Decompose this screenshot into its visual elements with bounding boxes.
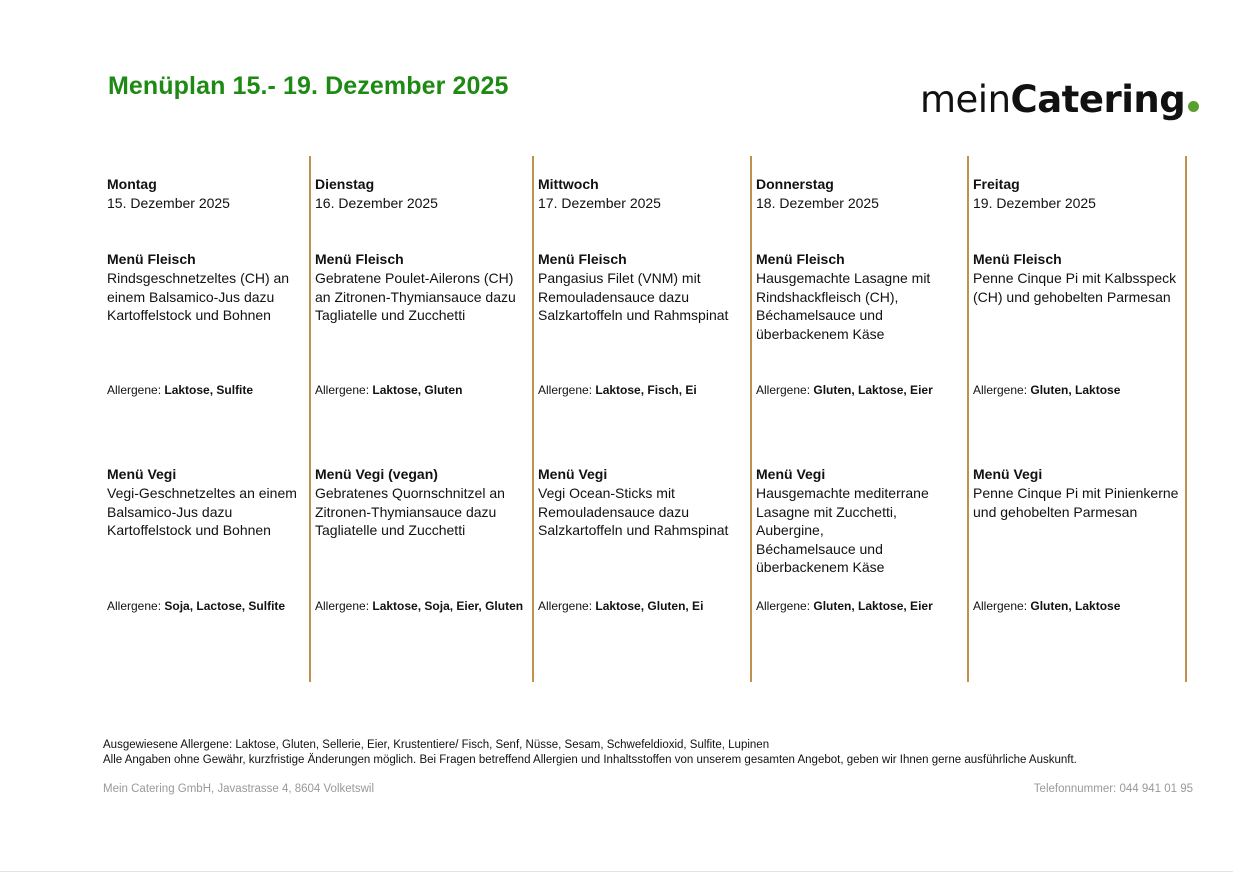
menu-fleisch-title: Menü Fleisch <box>756 251 845 267</box>
menu-fleisch-allergens <box>538 381 697 400</box>
description-line: Penne Cinque Pi mit Kalbsspeck <box>973 270 1177 286</box>
description-line: Penne Cinque Pi mit Pinienkerne <box>973 485 1179 501</box>
day-name: Freitag <box>973 176 1020 192</box>
menu-fleisch-description <box>107 269 289 325</box>
column-divider <box>309 156 311 682</box>
description-line: einem Balsamico-Jus dazu <box>107 288 275 305</box>
description-line: Gebratenes Quornschnitzel an <box>315 485 505 501</box>
description-line: Hausgemachte Lasagne mit <box>756 270 931 286</box>
day-name: Mittwoch <box>538 176 599 192</box>
allergens-note: Ausgewiesene Allergene: Laktose, Gluten, Sellerie, Eier, Krustentiere/ Fisch, Senf, Nüsse, Sesam, Schwefeldioxid, Sulfite, Lupinen <box>103 739 770 751</box>
menu-vegi-allergens <box>538 597 703 616</box>
day-name: Donnerstag <box>756 176 834 192</box>
menu-fleisch-title: Menü Fleisch <box>107 251 196 267</box>
day-column <box>315 175 530 645</box>
column-divider <box>750 156 752 682</box>
menu-vegi-allergens <box>756 597 933 616</box>
description-line: Vegi-Geschnetzeltes an einem <box>107 485 297 501</box>
menu-fleisch-description <box>538 269 728 325</box>
disclaimer: Alle Angaben ohne Gewähr, kurzfristige Änderungen möglich. Bei Fragen betreffend Allergien und Inhaltsstoffen von unserem gesamten Angebot, geben wir Ihnen gerne ausführliche Auskunft. <box>103 754 1077 766</box>
description-line: (CH) und gehobelten Parmesan <box>973 288 1171 305</box>
description-line: an Zitronen-Thymiansauce dazu <box>315 288 516 305</box>
logo-text-light: mein <box>920 78 1011 121</box>
day-date: 15. Dezember 2025 <box>107 194 230 211</box>
menu-vegi-allergens <box>315 597 523 616</box>
description-line: Pangasius Filet (VNM) mit <box>538 270 701 286</box>
allergens-label: Allergene: <box>973 599 1031 613</box>
allergens-label: Allergene: <box>756 599 814 613</box>
allergens-label: Allergene: <box>756 383 814 397</box>
menu-vegi-title: Menü Vegi (vegan) <box>315 466 438 482</box>
description-line: Tagliatelle und Zucchetti <box>315 522 466 539</box>
menu-fleisch-allergens <box>756 381 933 400</box>
description-line: Gebratene Poulet-Ailerons (CH) <box>315 270 514 286</box>
menu-fleisch-title: Menü Fleisch <box>973 251 1062 267</box>
menu-vegi-allergens <box>107 597 285 616</box>
column-divider <box>532 156 534 682</box>
day-column <box>973 175 1188 645</box>
menu-vegi-description <box>973 484 1178 521</box>
allergens-label: Allergene: <box>315 383 373 397</box>
menu-vegi-allergens <box>973 597 1120 616</box>
menu-fleisch-allergens <box>973 381 1120 400</box>
phone-number: Telefonnummer: 044 941 01 95 <box>1033 783 1193 795</box>
company-address: Mein Catering GmbH, Javastrasse 4, 8604 Volketswil <box>103 783 375 795</box>
description-line: Béchamelsauce und <box>756 540 883 557</box>
day-name: Dienstag <box>315 176 375 192</box>
page-title: Menüplan 15.- 19. Dezember 2025 <box>108 72 509 100</box>
day-date: 18. Dezember 2025 <box>756 194 879 211</box>
description-line: Vegi Ocean-Sticks mit <box>538 485 675 501</box>
allergens-list: Gluten, Laktose <box>1030 599 1121 613</box>
description-line: Rindshackfleisch (CH), <box>756 288 899 305</box>
day-date: 16. Dezember 2025 <box>315 194 438 211</box>
description-line: Tagliatelle und Zucchetti <box>315 307 466 324</box>
day-column <box>756 175 961 645</box>
day-column <box>107 175 307 645</box>
day-date: 17. Dezember 2025 <box>538 194 661 211</box>
menu-vegi-title: Menü Vegi <box>756 466 826 482</box>
description-line: Balsamico-Jus dazu <box>107 503 233 520</box>
description-line: Hausgemachte mediterrane <box>756 485 929 501</box>
menu-fleisch-allergens <box>315 381 462 400</box>
menu-vegi-description <box>107 484 297 540</box>
allergens-list: Laktose, Gluten <box>372 383 463 397</box>
description-line: überbackenem Käse <box>756 325 885 342</box>
description-line: überbackenem Käse <box>756 559 885 576</box>
column-divider <box>967 156 969 682</box>
allergens-list: Laktose, Sulfite <box>164 383 254 397</box>
menu-fleisch-title: Menü Fleisch <box>538 251 627 267</box>
menu-vegi-title: Menü Vegi <box>538 466 608 482</box>
menu-vegi-description <box>315 484 505 540</box>
allergens-list: Laktose, Fisch, Ei <box>595 383 697 397</box>
menu-fleisch-title: Menü Fleisch <box>315 251 404 267</box>
description-line: Remouladensauce dazu <box>538 288 689 305</box>
page-bottom-rule <box>0 871 1233 872</box>
description-line: Remouladensauce dazu <box>538 503 689 520</box>
description-line: Aubergine, <box>756 522 824 539</box>
menu-fleisch-description <box>756 269 930 343</box>
description-line: Rindsgeschnetzeltes (CH) an <box>107 270 290 286</box>
menu-fleisch-description <box>973 269 1176 306</box>
allergens-label: Allergene: <box>107 383 165 397</box>
description-line: Lasagne mit Zucchetti, <box>756 503 897 520</box>
menu-vegi-title: Menü Vegi <box>973 466 1043 482</box>
menu-vegi-description <box>756 484 929 577</box>
allergens-list: Gluten, Laktose <box>1030 383 1121 397</box>
allergens-list: Laktose, Soja, Eier, Gluten <box>372 599 524 613</box>
description-line: Salzkartoffeln und Rahmspinat <box>538 522 729 539</box>
allergens-list: Laktose, Gluten, Ei <box>595 599 704 613</box>
allergens-list: Gluten, Laktose, Eier <box>813 383 933 397</box>
description-line: Kartoffelstock und Bohnen <box>107 522 271 539</box>
menu-vegi-title: Menü Vegi <box>107 466 177 482</box>
brand-logo <box>920 78 1199 124</box>
logo-text-bold: Catering <box>1010 78 1186 121</box>
day-date: 19. Dezember 2025 <box>973 194 1096 211</box>
description-line: und gehobelten Parmesan <box>973 503 1138 520</box>
logo-dot-icon <box>1188 101 1199 112</box>
allergens-label: Allergene: <box>538 383 596 397</box>
allergens-label: Allergene: <box>107 599 165 613</box>
menu-fleisch-description <box>315 269 516 325</box>
description-line: Kartoffelstock und Bohnen <box>107 307 271 324</box>
allergens-label: Allergene: <box>973 383 1031 397</box>
allergens-label: Allergene: <box>538 599 596 613</box>
menu-vegi-description <box>538 484 728 540</box>
description-line: Béchamelsauce und <box>756 307 883 324</box>
menu-fleisch-allergens <box>107 381 253 400</box>
allergens-list: Gluten, Laktose, Eier <box>813 599 933 613</box>
day-name: Montag <box>107 176 157 192</box>
day-column <box>538 175 748 645</box>
description-line: Salzkartoffeln und Rahmspinat <box>538 307 729 324</box>
allergens-label: Allergene: <box>315 599 373 613</box>
allergens-list: Soja, Lactose, Sulfite <box>164 599 286 613</box>
description-line: Zitronen-Thymiansauce dazu <box>315 503 497 520</box>
